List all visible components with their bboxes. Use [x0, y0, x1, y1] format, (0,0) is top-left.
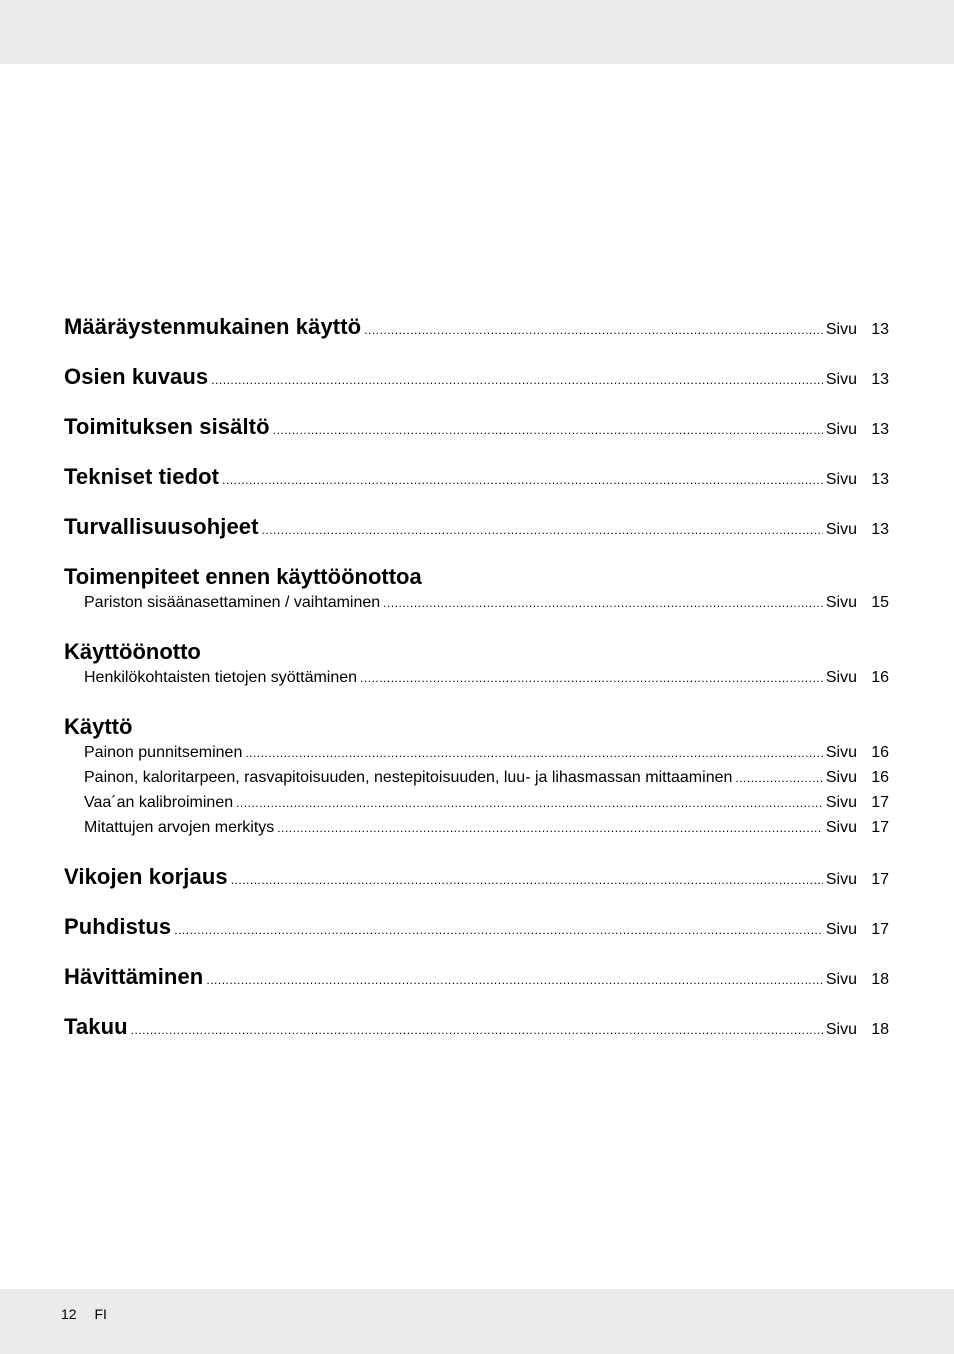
page-word: Sivu — [825, 321, 857, 338]
toc-subentry-title: Mitattujen arvojen merkitys — [84, 819, 275, 836]
toc-entry-title: Tekniset tiedot — [64, 464, 220, 489]
leader-dots — [277, 821, 823, 835]
page-reference — [826, 594, 889, 612]
leader-dots — [364, 323, 823, 337]
leader-dots — [735, 771, 822, 785]
toc-entry-title: Puhdistus — [64, 914, 172, 939]
toc-entry[interactable] — [64, 464, 889, 490]
leader-dots — [231, 873, 823, 887]
page-number: 13 — [871, 371, 889, 388]
toc-section-heading[interactable]: Käyttöönotto — [64, 639, 201, 664]
toc-section-heading[interactable]: Toimenpiteet ennen käyttöönottoa — [64, 564, 422, 589]
toc-section-heading[interactable]: Käyttö — [64, 714, 133, 739]
toc-subentry[interactable] — [64, 794, 889, 812]
header-band — [0, 0, 954, 64]
page-reference — [826, 794, 889, 812]
toc-subentry-title: Pariston sisäänasettaminen / vaihtaminen — [84, 594, 381, 611]
page-reference — [826, 371, 889, 389]
page-word: Sivu — [825, 871, 857, 888]
page-reference — [826, 669, 889, 687]
leader-dots — [273, 423, 823, 437]
page-number: 16 — [871, 744, 889, 761]
page-footer — [61, 1306, 121, 1322]
toc-entry[interactable] — [64, 514, 889, 540]
leader-dots — [131, 1023, 823, 1037]
footer-language: FI — [94, 1306, 107, 1322]
toc-entry-title: Määräystenmukainen käyttö — [64, 314, 362, 339]
page-number: 16 — [871, 769, 889, 786]
toc-subentry[interactable] — [64, 669, 889, 687]
footer-band — [0, 1289, 954, 1354]
leader-dots — [262, 523, 823, 537]
leader-dots — [360, 671, 823, 685]
page-reference — [826, 321, 889, 339]
toc-subentry-title: Henkilökohtaisten tietojen syöttäminen — [84, 669, 358, 686]
page-reference — [826, 971, 889, 989]
toc-entry-title: Osien kuvaus — [64, 364, 209, 389]
page-reference — [826, 521, 889, 539]
toc-subentry[interactable] — [64, 769, 889, 787]
page-word: Sivu — [825, 921, 857, 938]
page-word: Sivu — [825, 819, 857, 836]
page-number: 17 — [871, 819, 889, 836]
page-word: Sivu — [825, 371, 857, 388]
page-reference — [826, 871, 889, 889]
page-reference — [826, 921, 889, 939]
page-word: Sivu — [825, 1021, 857, 1038]
page-number: 18 — [871, 1021, 889, 1038]
page-word: Sivu — [825, 794, 857, 811]
page-number: 17 — [871, 871, 889, 888]
page-word: Sivu — [825, 594, 857, 611]
page-reference — [826, 744, 889, 762]
leader-dots — [206, 973, 823, 987]
page-word: Sivu — [825, 769, 857, 786]
page-number: 13 — [871, 321, 889, 338]
leader-dots — [211, 373, 823, 387]
page-number: 15 — [871, 594, 889, 611]
page-number: 13 — [871, 471, 889, 488]
toc-entry-title: Vikojen korjaus — [64, 864, 228, 889]
toc-entry[interactable] — [64, 1014, 889, 1040]
toc-entry[interactable] — [64, 914, 889, 940]
page-word: Sivu — [825, 471, 857, 488]
toc-entry-title: Toimituksen sisältö — [64, 414, 270, 439]
leader-dots — [222, 473, 823, 487]
toc-entry[interactable] — [64, 864, 889, 890]
page-word: Sivu — [825, 421, 857, 438]
toc-subentry-title: Vaa´an kalibroiminen — [84, 794, 234, 811]
page-number: 18 — [871, 971, 889, 988]
page-number: 13 — [871, 421, 889, 438]
toc-entry-title: Turvallisuusohjeet — [64, 514, 259, 539]
toc-entry-title: Hävittäminen — [64, 964, 204, 989]
page-word: Sivu — [825, 744, 857, 761]
page-reference — [826, 819, 889, 837]
toc-subentry[interactable] — [64, 594, 889, 612]
leader-dots — [174, 923, 823, 937]
footer-page-number: 12 — [61, 1306, 77, 1322]
toc-entry[interactable] — [64, 364, 889, 390]
page-number: 13 — [871, 521, 889, 538]
toc-entry[interactable] — [64, 414, 889, 440]
toc-subentry[interactable] — [64, 744, 889, 762]
leader-dots — [245, 746, 823, 760]
leader-dots — [383, 596, 823, 610]
page-number: 16 — [871, 669, 889, 686]
toc-subentry-title: Painon, kaloritarpeen, rasvapitoisuuden, nestepitoisuuden, luu- ja lihasmassan mittaaminen — [84, 769, 733, 786]
page-number: 17 — [871, 921, 889, 938]
page-reference — [826, 1021, 889, 1039]
page-word: Sivu — [825, 669, 857, 686]
toc-entry[interactable] — [64, 314, 889, 340]
toc-subentry[interactable] — [64, 819, 889, 837]
page-word: Sivu — [825, 971, 857, 988]
toc-entry[interactable] — [64, 964, 889, 990]
page-reference — [826, 769, 889, 787]
page-reference — [826, 421, 889, 439]
leader-dots — [236, 796, 823, 810]
toc-subentry-title: Painon punnitseminen — [84, 744, 243, 761]
page-number: 17 — [871, 794, 889, 811]
page-word: Sivu — [825, 521, 857, 538]
toc-entry-title: Takuu — [64, 1014, 128, 1039]
page-reference — [826, 471, 889, 489]
